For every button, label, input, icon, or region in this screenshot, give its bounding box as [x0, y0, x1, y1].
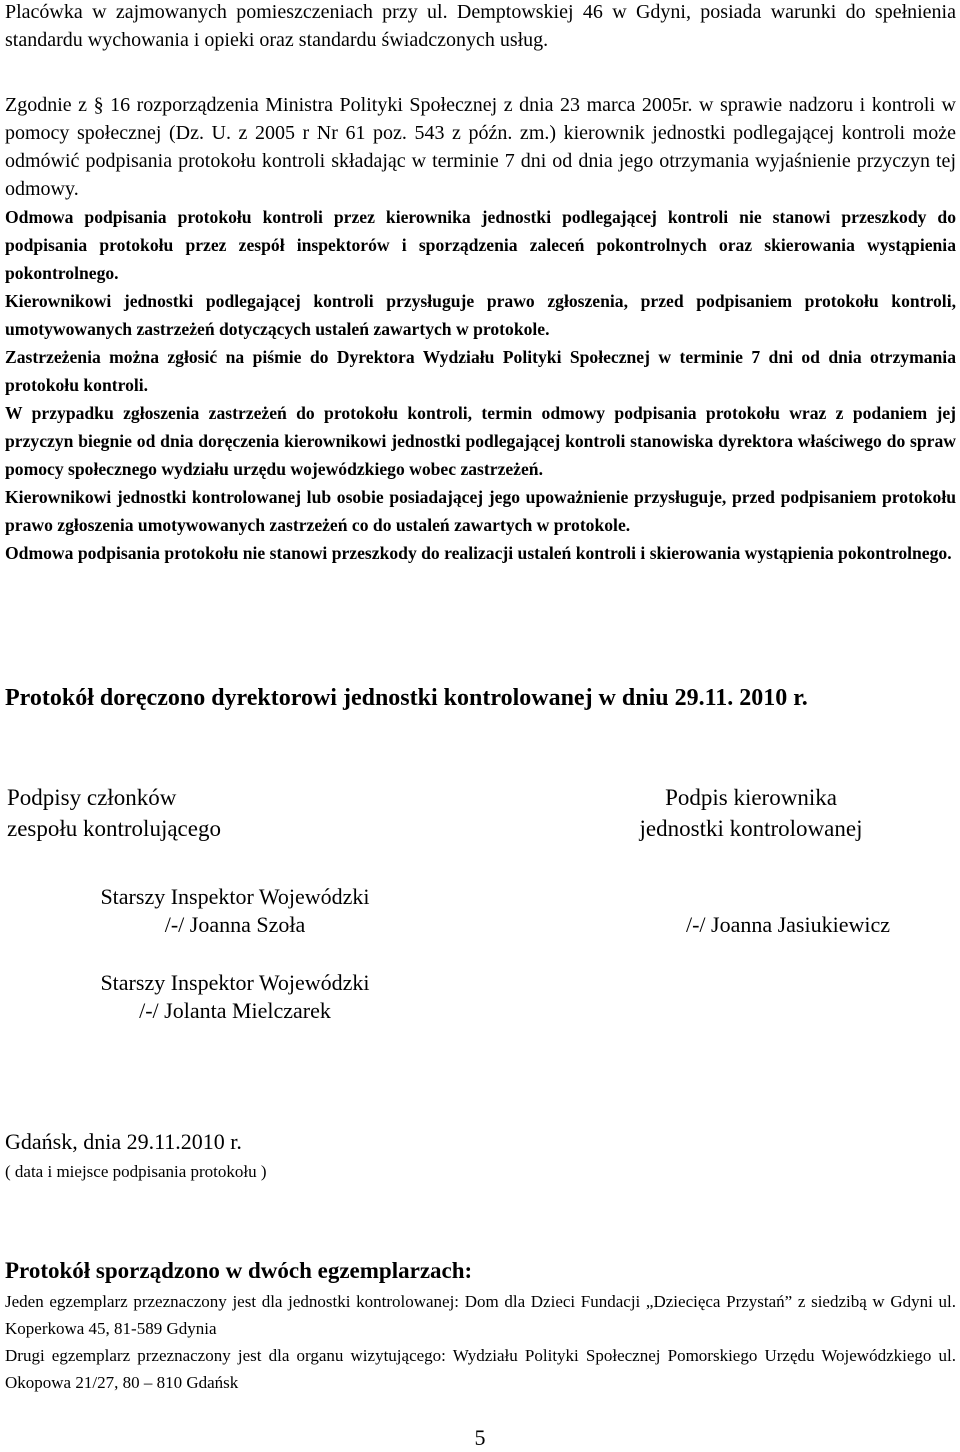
inspector2-name: /-/ Jolanta Mielczarek — [139, 998, 331, 1023]
team-signatures-heading — [7, 782, 221, 844]
inspector1-title: Starszy Inspektor Wojewódzki — [100, 884, 370, 909]
refusal-no-obstacle-paragraph: Odmowa podpisania protokołu nie stanowi przeszkody do realizacji ustaleń kontroli i skierowania wystąpienia pokontrolnego. — [5, 543, 952, 563]
head-signature-heading — [617, 782, 885, 844]
inspector-signature-1 — [75, 883, 395, 939]
inspector1-name: /-/ Joanna Szoła — [164, 912, 306, 937]
legal-section — [5, 91, 956, 567]
head-signature-name: /-/ Joanna Jasiukiewicz — [685, 912, 891, 937]
inspector-signature-2 — [75, 969, 395, 1025]
inspector2-title: Starszy Inspektor Wojewódzki — [100, 970, 370, 995]
authorized-person-paragraph: Kierownikowi jednostki kontrolowanej lub osobie posiadającej jego upoważnienie przysługuje, przed podpisaniem protokołu prawo zgłoszenia umotywowanych zastrzeżeń co do ustaleń zawartych w protokole. — [5, 487, 956, 535]
objection-deadline-paragraph: W przypadku zgłoszenia zastrzeżeń do protokołu kontroli, termin odmowy podpisania protokołu wraz z podaniem jej przyczyn biegnie od dnia doręczenia kierownikowi jednostki podlegającej kontroli stanowiska dyrektora właściwego do spraw pomocy społecznego wydziału urzędu wojewódzkiego wobec zastrzeżeń. — [5, 403, 956, 479]
place-date-note: ( data i miejsce podpisania protokołu ) — [5, 1162, 267, 1181]
refusal-paragraph: Odmowa podpisania protokołu kontroli przez kierownika jednostki podlegającej kontroli nie stanowi przeszkody do podpisania protokołu przez zespół inspektorów i sporządzenia zaleceń pokontrolnych oraz skierowania wystąpienia pokontrolnego. — [5, 207, 956, 283]
copies-list — [5, 1288, 956, 1396]
objection-right-paragraph: Kierownikowi jednostki podlegającej kontroli przysługuje prawo zgłoszenia, przed podpisaniem protokołu kontroli, umotywowanych zastrzeżeń dotyczących ustaleń zawartych w protokole. — [5, 291, 956, 339]
copy-item-2: Drugi egzemplarz przeznaczony jest dla organu wizytującego: Wydziału Polityki Społecznej Pomorskiego Urzędu Wojewódzkiego ul. Okopowa 21/27, 80 – 810 Gdańsk — [5, 1346, 956, 1392]
page-number: 5 — [474, 1425, 486, 1450]
team-heading-line2: zespołu kontrolującego — [7, 816, 221, 841]
intro-text: Placówka w zajmowanych pomieszczeniach przy ul. Demptowskiej 46 w Gdyni, posiada warunki do spełnienia standardu wychowania i opieki oraz standardu świadczonych usług. — [5, 1, 956, 51]
objection-filing-paragraph: Zastrzeżenia można zgłosić na piśmie do Dyrektora Wydziału Polityki Społecznej w terminie 7 dni od dnia otrzymania protokołu kontroli. — [5, 347, 956, 395]
place-and-date: Gdańsk, dnia 29.11.2010 r. — [5, 1129, 242, 1154]
head-heading-line1: Podpis kierownika — [665, 785, 837, 810]
intro-paragraph — [5, 0, 956, 54]
team-heading-line1: Podpisy członków — [7, 785, 177, 810]
head-heading-line2: jednostki kontrolowanej — [639, 816, 863, 841]
copy-item-1: Jeden egzemplarz przeznaczony jest dla jednostki kontrolowanej: Dom dla Dzieci Fundacji „Dziecięca Przystań” z siedzibą w Gdyni ul. Koperkowa 45, 81-589 Gdynia — [5, 1292, 956, 1338]
copies-heading: Protokół sporządzono w dwóch egzemplarzach: — [5, 1258, 473, 1283]
delivery-statement: Protokół doręczono dyrektorowi jednostki kontrolowanej w dniu 29.11. 2010 r. — [5, 685, 808, 711]
legal-basis-paragraph: Zgodnie z § 16 rozporządzenia Ministra Polityki Społecznej z dnia 23 marca 2005r. w sprawie nadzoru i kontroli w pomocy społecznej (Dz. U. z 2005 r Nr 61 poz. 543 z późn. zm.) kierownik jednostki podlegającej kontroli może odmówić podpisania protokołu kontroli składając w terminie 7 dni od dnia jego otrzymania wyjaśnienie przyczyn tej odmowy. — [5, 94, 956, 200]
